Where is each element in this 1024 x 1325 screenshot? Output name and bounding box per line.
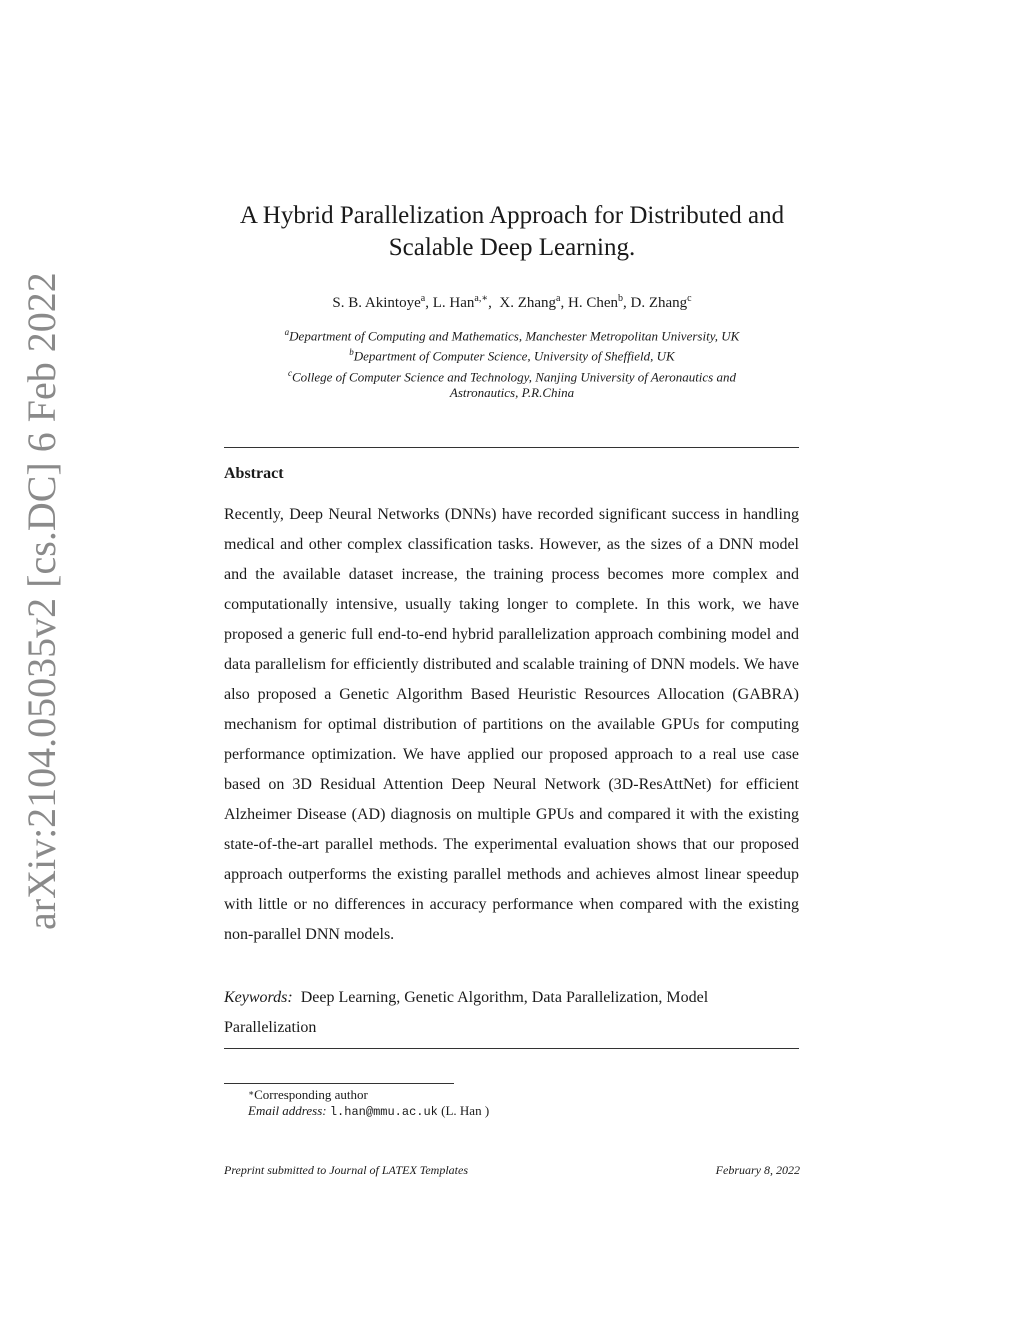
keywords-label: Keywords: xyxy=(224,989,293,1006)
footnote xyxy=(248,1087,489,1120)
email-note: Email address: l.han@mmu.ac.uk (L. Han ) xyxy=(248,1103,490,1119)
affiliations xyxy=(220,324,804,401)
affiliation-b: $^b$Department of Computer Science, University of Sheffield, UK xyxy=(349,347,675,364)
author-name: D. Zhang xyxy=(630,295,688,311)
preprint-note: Preprint submitted to Journal of LATEX Templates xyxy=(224,1163,469,1177)
author-affil-mark: a,∗ xyxy=(474,293,489,304)
corresponding-author-note: ∗Corresponding author xyxy=(248,1087,368,1102)
keywords-text: Deep Learning, Genetic Algorithm, Data Parallelization, Model Parallelization xyxy=(224,989,709,1036)
abstract-heading: Abstract xyxy=(224,465,284,482)
arxiv-identifier: arXiv:2104.05035v2 [cs.DC] 6 Feb 2022 xyxy=(19,272,64,930)
affiliation-c-cont: Astronautics, P.R.China xyxy=(449,384,575,400)
title-line-2: Scalable Deep Learning. xyxy=(388,234,636,261)
email-address[interactable]: l.han@mmu.ac.uk xyxy=(329,1105,438,1119)
paper-title xyxy=(220,200,804,264)
footnote-rule xyxy=(224,1083,454,1084)
abstract-body: Recently, Deep Neural Networks (DNNs) have recorded significant success in handling medical and other complex classification tasks. However, as the sizes of a DNN model and the available dataset increase, the training process becomes more complex and computationally intensive, usually taking longer to complete. In this work, we have proposed a generic full end-to-end hybrid parallelization approach combining model and data parallelism for efficiently distributed and scalable training of DNN models. We have also proposed a Genetic Algorithm Based Heuristic Resources Allocation (GABRA) mechanism for optimal distribution of partitions on the available GPUs for computing performance optimization. We have applied our proposed approach to a real use case based on 3D Residual Attention Deep Neural Network (3D-ResAttNet) for efficient Alzheimer Disease (AD) diagnosis on multiple GPUs and compared it with the existing state-of-the-art parallel methods. The experimental evaluation shows that our proposed approach outperforms the existing parallel methods and achieves almost linear speedup with little or no differences in accuracy performance when compared with the existing non-parallel DNN models. xyxy=(224,506,799,943)
affiliation-c: $^c$College of Computer Science and Technology, Nanjing University of Aeronautics and xyxy=(288,367,736,384)
author-name: H. Chen xyxy=(567,295,618,311)
author-affil-mark: a xyxy=(556,293,561,304)
affiliation-a: $^a$Department of Computing and Mathematics, Manchester Metropolitan University, UK xyxy=(284,327,740,344)
author-list: S. B. Akintoye$^a$, L. Han$^{a,∗}$, X. Zhang$^a$, H. Chen$^b$, D. Zhang$^c$ xyxy=(332,293,692,311)
author-name: L. Han xyxy=(432,295,475,311)
abstract-bottom-rule xyxy=(224,1048,799,1049)
author-name: X. Zhang xyxy=(499,295,557,311)
title-line-1: A Hybrid Parallelization Approach for Distributed and xyxy=(239,202,785,229)
author-affil-mark: c xyxy=(687,293,692,304)
keywords xyxy=(224,983,799,1043)
author-name: S. B. Akintoye xyxy=(332,295,421,311)
footer-date: February 8, 2022 xyxy=(715,1163,800,1177)
author-affil-mark: a xyxy=(420,293,426,304)
author-affil-mark: b xyxy=(617,293,623,304)
abstract-top-rule xyxy=(224,447,799,448)
